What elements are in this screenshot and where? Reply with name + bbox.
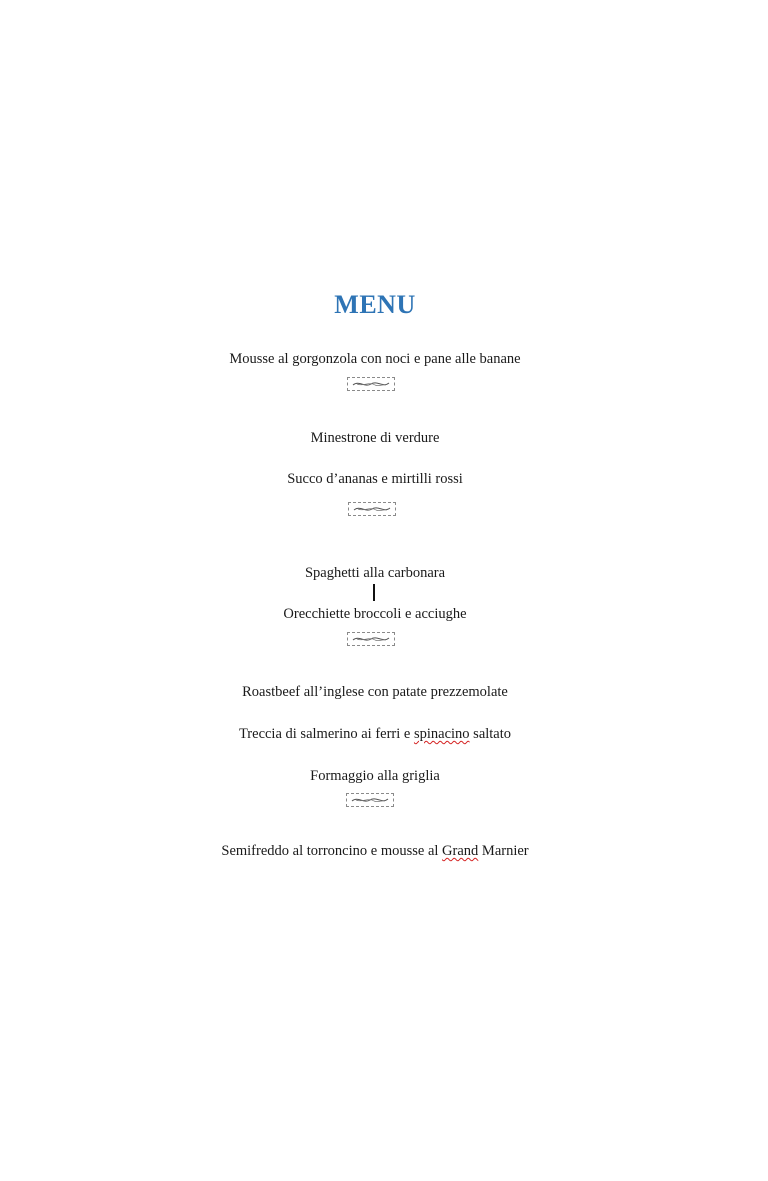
ornament-divider-1[interactable] — [347, 377, 395, 391]
ornament-divider-3[interactable] — [347, 632, 395, 646]
ornament-divider-2[interactable] — [348, 502, 396, 516]
menu-item-9-text: Semifreddo al torroncino e mousse al — [221, 843, 443, 859]
menu-item-9 — [0, 842, 750, 860]
text-cursor — [373, 584, 375, 601]
menu-title: MENU — [334, 290, 416, 319]
menu-item-1: Mousse al gorgonzola con noci e pane alle banane — [229, 351, 521, 367]
spellcheck-flagged-word[interactable]: Grand — [442, 843, 479, 859]
menu-item-9-text-end: Marnier — [478, 843, 529, 859]
menu-item-7 — [0, 725, 750, 743]
menu-item-8: Formaggio alla griglia — [310, 768, 440, 784]
menu-item-3: Succo d’ananas e mirtilli rossi — [287, 471, 463, 487]
flourish-ornament-icon — [351, 634, 391, 644]
flourish-ornament-icon — [351, 379, 391, 389]
menu-item-2: Minestrone di verdure — [310, 430, 440, 446]
flourish-ornament-icon — [350, 795, 390, 805]
menu-item-7-text: Treccia di salmerino ai ferri e — [238, 726, 414, 742]
menu-item-4: Spaghetti alla carbonara — [304, 565, 446, 581]
menu-item-7-text-end: saltato — [469, 726, 512, 742]
spellcheck-flagged-word[interactable]: spinacino — [413, 726, 470, 742]
menu-item-6: Roastbeef all’inglese con patate prezzemolate — [242, 684, 508, 700]
ornament-divider-4[interactable] — [346, 793, 394, 807]
menu-item-5: Orecchiette broccoli e acciughe — [283, 606, 467, 622]
flourish-ornament-icon — [352, 504, 392, 514]
